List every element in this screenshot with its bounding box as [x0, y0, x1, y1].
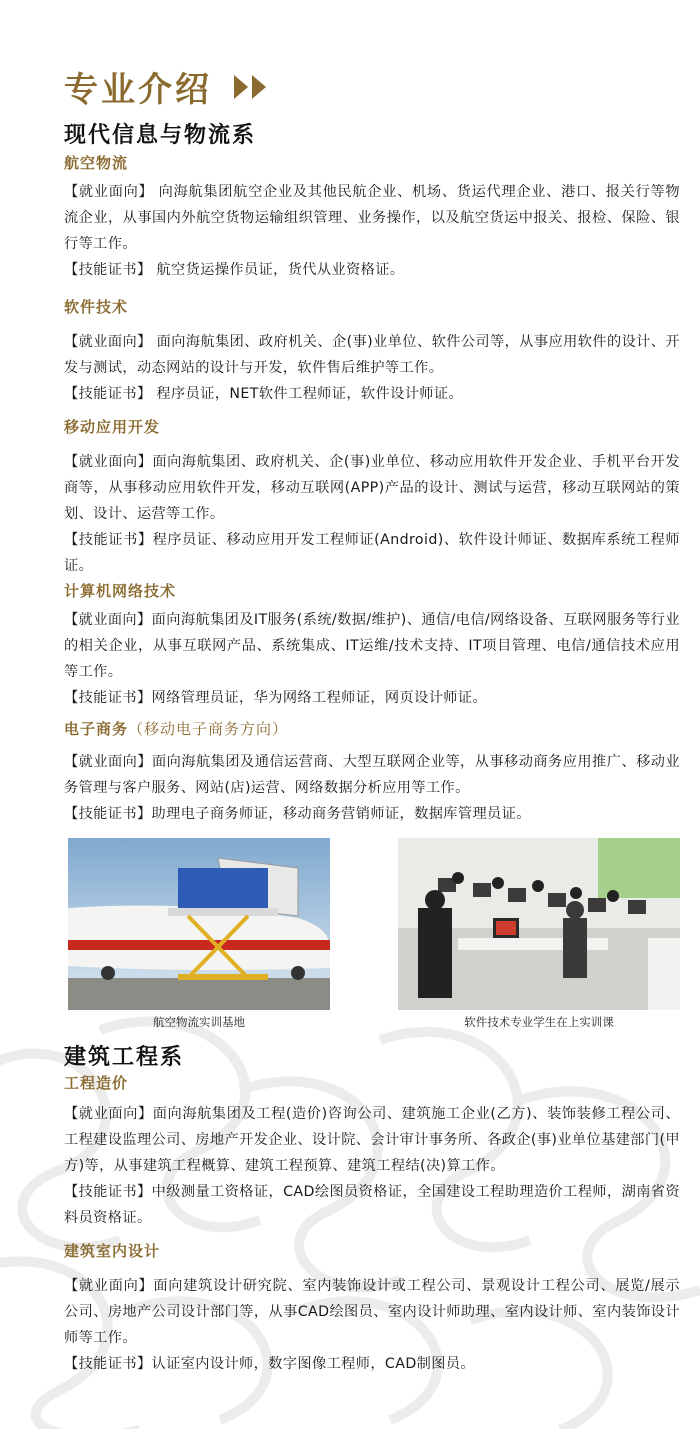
classroom-photo: [398, 838, 680, 1010]
major-title: 计算机网络技术: [64, 582, 177, 600]
employment-paragraph: 【就业面向】面向海航集团及通信运营商、大型互联网企业等，从事移动商务应用推广、移动业务管理与客户服务、网站(店)运营、网络数据分析应用等工作。: [64, 754, 680, 796]
certificate-paragraph: 【技能证书】 程序员证，NET软件工程师证，软件设计师证。: [64, 386, 464, 402]
major-title: 工程造价: [64, 1074, 129, 1092]
certificate-paragraph: 【技能证书】程序员证、移动应用开发工程师证(Android)、软件设计师证、数据库系统工程师证。: [64, 532, 680, 574]
major-title: 建筑室内设计: [64, 1242, 161, 1260]
cargo-plane-image: [68, 838, 330, 1010]
major-section-engineering-cost: [64, 1072, 680, 1231]
employment-paragraph: 【就业面向】面向建筑设计研究院、室内装饰设计或工程公司、景观设计工程公司、展览/展示公司、房地产公司设计部门等，从事CAD绘图员、室内设计师助理、室内设计师、室内装饰设计师等工作。: [64, 1278, 680, 1346]
employment-paragraph: 【就业面向】面向海航集团、政府机关、企(事)业单位、移动应用软件开发企业、手机平台开发商等，从事移动应用软件开发，移动互联网(APP)产品的设计、测试与运营，移动互联网站的策划、设计、运营等工作。: [64, 454, 680, 522]
major-title: 航空物流: [64, 154, 129, 172]
major-section-interior-design: [64, 1240, 680, 1377]
employment-paragraph: 【就业面向】面向海航集团及IT服务(系统/数据/维护)、通信/电信/网络设备、互联网服务等行业的相关企业，从事互联网产品、系统集成、IT运维/技术支持、IT项目管理、电信/通信技术应用等工作。: [64, 612, 680, 680]
photo-caption: 航空物流实训基地: [153, 1015, 245, 1029]
certificate-paragraph: 【技能证书】助理电子商务师证，移动商务营销师证，数据库管理员证。: [64, 806, 531, 822]
department-title: 建筑工程系: [64, 1045, 185, 1070]
employment-paragraph: 【就业面向】 面向海航集团、政府机关、企(事)业单位、软件公司等，从事应用软件的设计、开发与测试，动态网站的设计与开发，软件售后维护等工作。: [64, 334, 680, 376]
major-title: 移动应用开发: [64, 418, 161, 436]
aviation-cargo-photo: [68, 838, 330, 1010]
certificate-paragraph: 【技能证书】认证室内设计师，数字图像工程师，CAD制图员。: [64, 1356, 476, 1372]
page-title: 专业介绍: [64, 62, 270, 111]
certificate-paragraph: 【技能证书】 航空货运操作员证，货代从业资格证。: [64, 262, 405, 278]
employment-paragraph: 【就业面向】 向海航集团航空企业及其他民航企业、机场、货运代理企业、港口、报关行等物流企业，从事国内外航空货物运输组织管理、业务操作，以及航空货运中报关、报检、保险、银行等工作。: [64, 184, 680, 252]
employment-paragraph: 【就业面向】面向海航集团及工程(造价)咨询公司、建筑施工企业(乙方)、装饰装修工程公司、工程建设监理公司、房地产开发企业、设计院、会计审计事务所、各政企(事)业单位基建部门(甲方)等，从事建筑工程概算、建筑工程预算、建筑工程结(决)算工作。: [64, 1106, 680, 1174]
photo-caption: 软件技术专业学生在上实训课: [464, 1015, 614, 1029]
department-title: 现代信息与物流系: [64, 123, 257, 148]
certificate-paragraph: 【技能证书】中级测量工资格证，CAD绘图员资格证，全国建设工程助理造价工程师，湖南省资料员资格证。: [64, 1184, 680, 1226]
major-title: 软件技术: [64, 298, 129, 316]
major-section-software-technology: [64, 296, 680, 407]
major-section-computer-network-technology: [64, 580, 680, 711]
certificate-paragraph: 【技能证书】网络管理员证，华为网络工程师证，网页设计师证。: [64, 690, 488, 706]
major-title: 电子商务（移动电子商务方向）: [64, 720, 289, 738]
double-arrow-icon: [234, 75, 270, 99]
computer-lab-image: [398, 838, 680, 1010]
major-section-aviation-logistics: [64, 152, 680, 283]
major-section-mobile-app-development: [64, 416, 680, 579]
major-section-e-commerce: [64, 718, 680, 827]
